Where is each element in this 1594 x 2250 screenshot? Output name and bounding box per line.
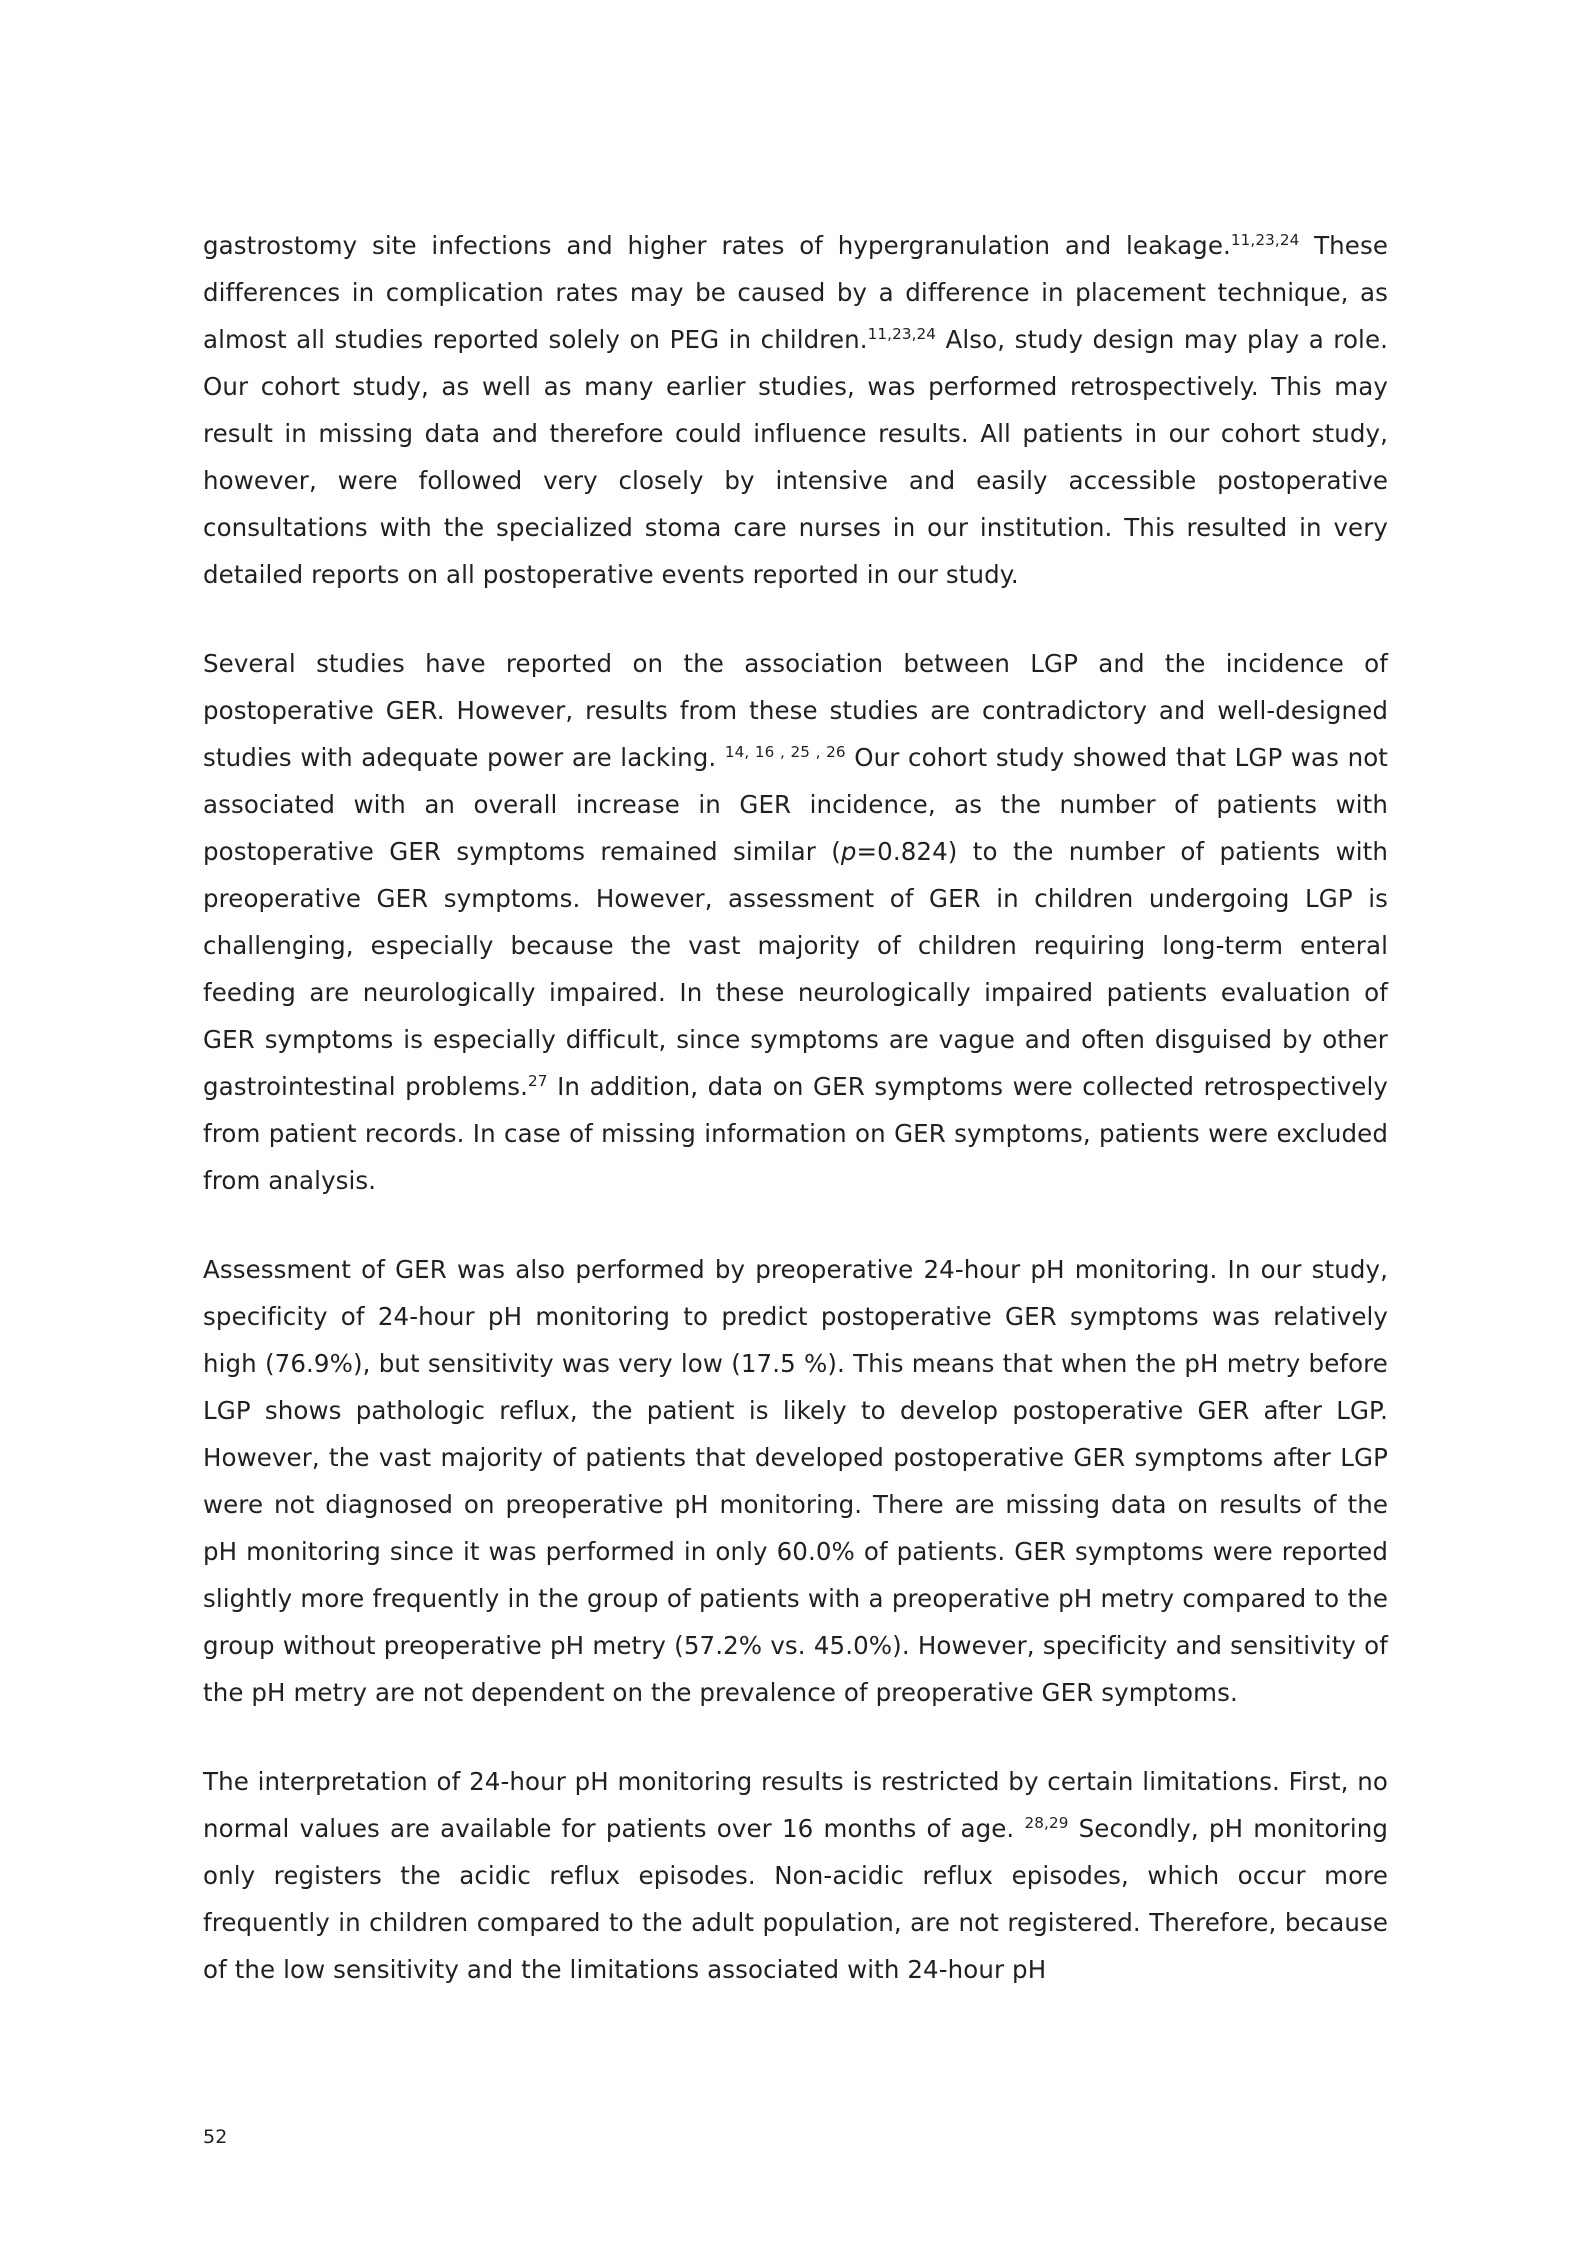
citation-superscript: 27 <box>527 1071 548 1090</box>
body-text-column <box>203 222 1388 1993</box>
paragraph: Assessment of GER was also performed by preoperative 24-hour pH monitoring. In our study, specificity of 24-hour pH monitoring to predict postoperative GER symptoms was relatively high (76.9%), but sensitivity was very low (17.5 %). This means that when the pH metry before LGP shows pathologic reflux, the patient is likely to develop postoperative GER after LGP. However, the vast majority of patients that developed postoperative GER symptoms after LGP were not diagnosed on preoperative pH monitoring. There are missing data on results of the pH monitoring since it was performed in only 60.0% of patients. GER symptoms were reported slightly more frequently in the group of patients with a preoperative pH metry compared to the group without preoperative pH metry (57.2% vs. 45.0%). However, specificity and sensitivity of the pH metry are not dependent on the prevalence of preoperative GER symptoms. <box>203 1255 1388 1707</box>
citation-superscript: 11,23,24 <box>1230 230 1300 249</box>
citation-superscript: 28,29 <box>1024 1813 1069 1832</box>
paragraph: gastrostomy site infections and higher rates of hypergranulation and leakage.$^{11,23,24}$ These differences in complication rates may be caused by a difference in placement technique, as almost all studies reported solely on PEG in children.$^{11,23,24}$ Also, study design may play a role. Our cohort study, as well as many earlier studies, was performed retrospectively. This may result in missing data and therefore could influence results. All patients in our cohort study, however, were followed very closely by intensive and easily accessible postoperative consultations with the specialized stoma care nurses in our institution. This resulted in very detailed reports on all postoperative events reported in our study. <box>203 230 1388 589</box>
paragraph: The interpretation of 24-hour pH monitoring results is restricted by certain limitations. First, no normal values are available for patients over 16 months of age. $^{28,29}$ Secondly, pH monitoring only registers the acidic reflux episodes. Non-acidic reflux episodes, which occur more frequently in children compared to the adult population, are not registered. Therefore, because of the low sensitivity and the limitations associated with 24-hour pH <box>203 1767 1389 1984</box>
citation-superscript: 11,23,24 <box>867 324 937 343</box>
citation-superscript: 14, 16 , 25 , 26 <box>724 742 846 761</box>
italic-text: p <box>840 837 857 866</box>
paragraph: Several studies have reported on the association between LGP and the incidence of postoperative GER. However, results from these studies are contradictory and well-designed studies with adequate power are lacking. $^{14, 16 , 25 , 26}$ Our cohort study showed that LGP was not associated with an overall increase in GER incidence, as the number of patients with postoperative GER symptoms remained similar (p=0.824) to the number of patients with preoperative GER symptoms. However, assessment of GER in children undergoing LGP is challenging, especially because the vast majority of children requiring long-term enteral feeding are neurologically impaired. In these neurologically impaired patients evaluation of GER symptoms is especially difficult, since symptoms are vague and often disguised by other gastrointestinal problems.$^{27}$ In addition, data on GER symptoms were collected retrospectively from patient records. In case of missing information on GER symptoms, patients were excluded from analysis. <box>203 649 1389 1195</box>
page-number: 52 <box>203 2126 228 2148</box>
